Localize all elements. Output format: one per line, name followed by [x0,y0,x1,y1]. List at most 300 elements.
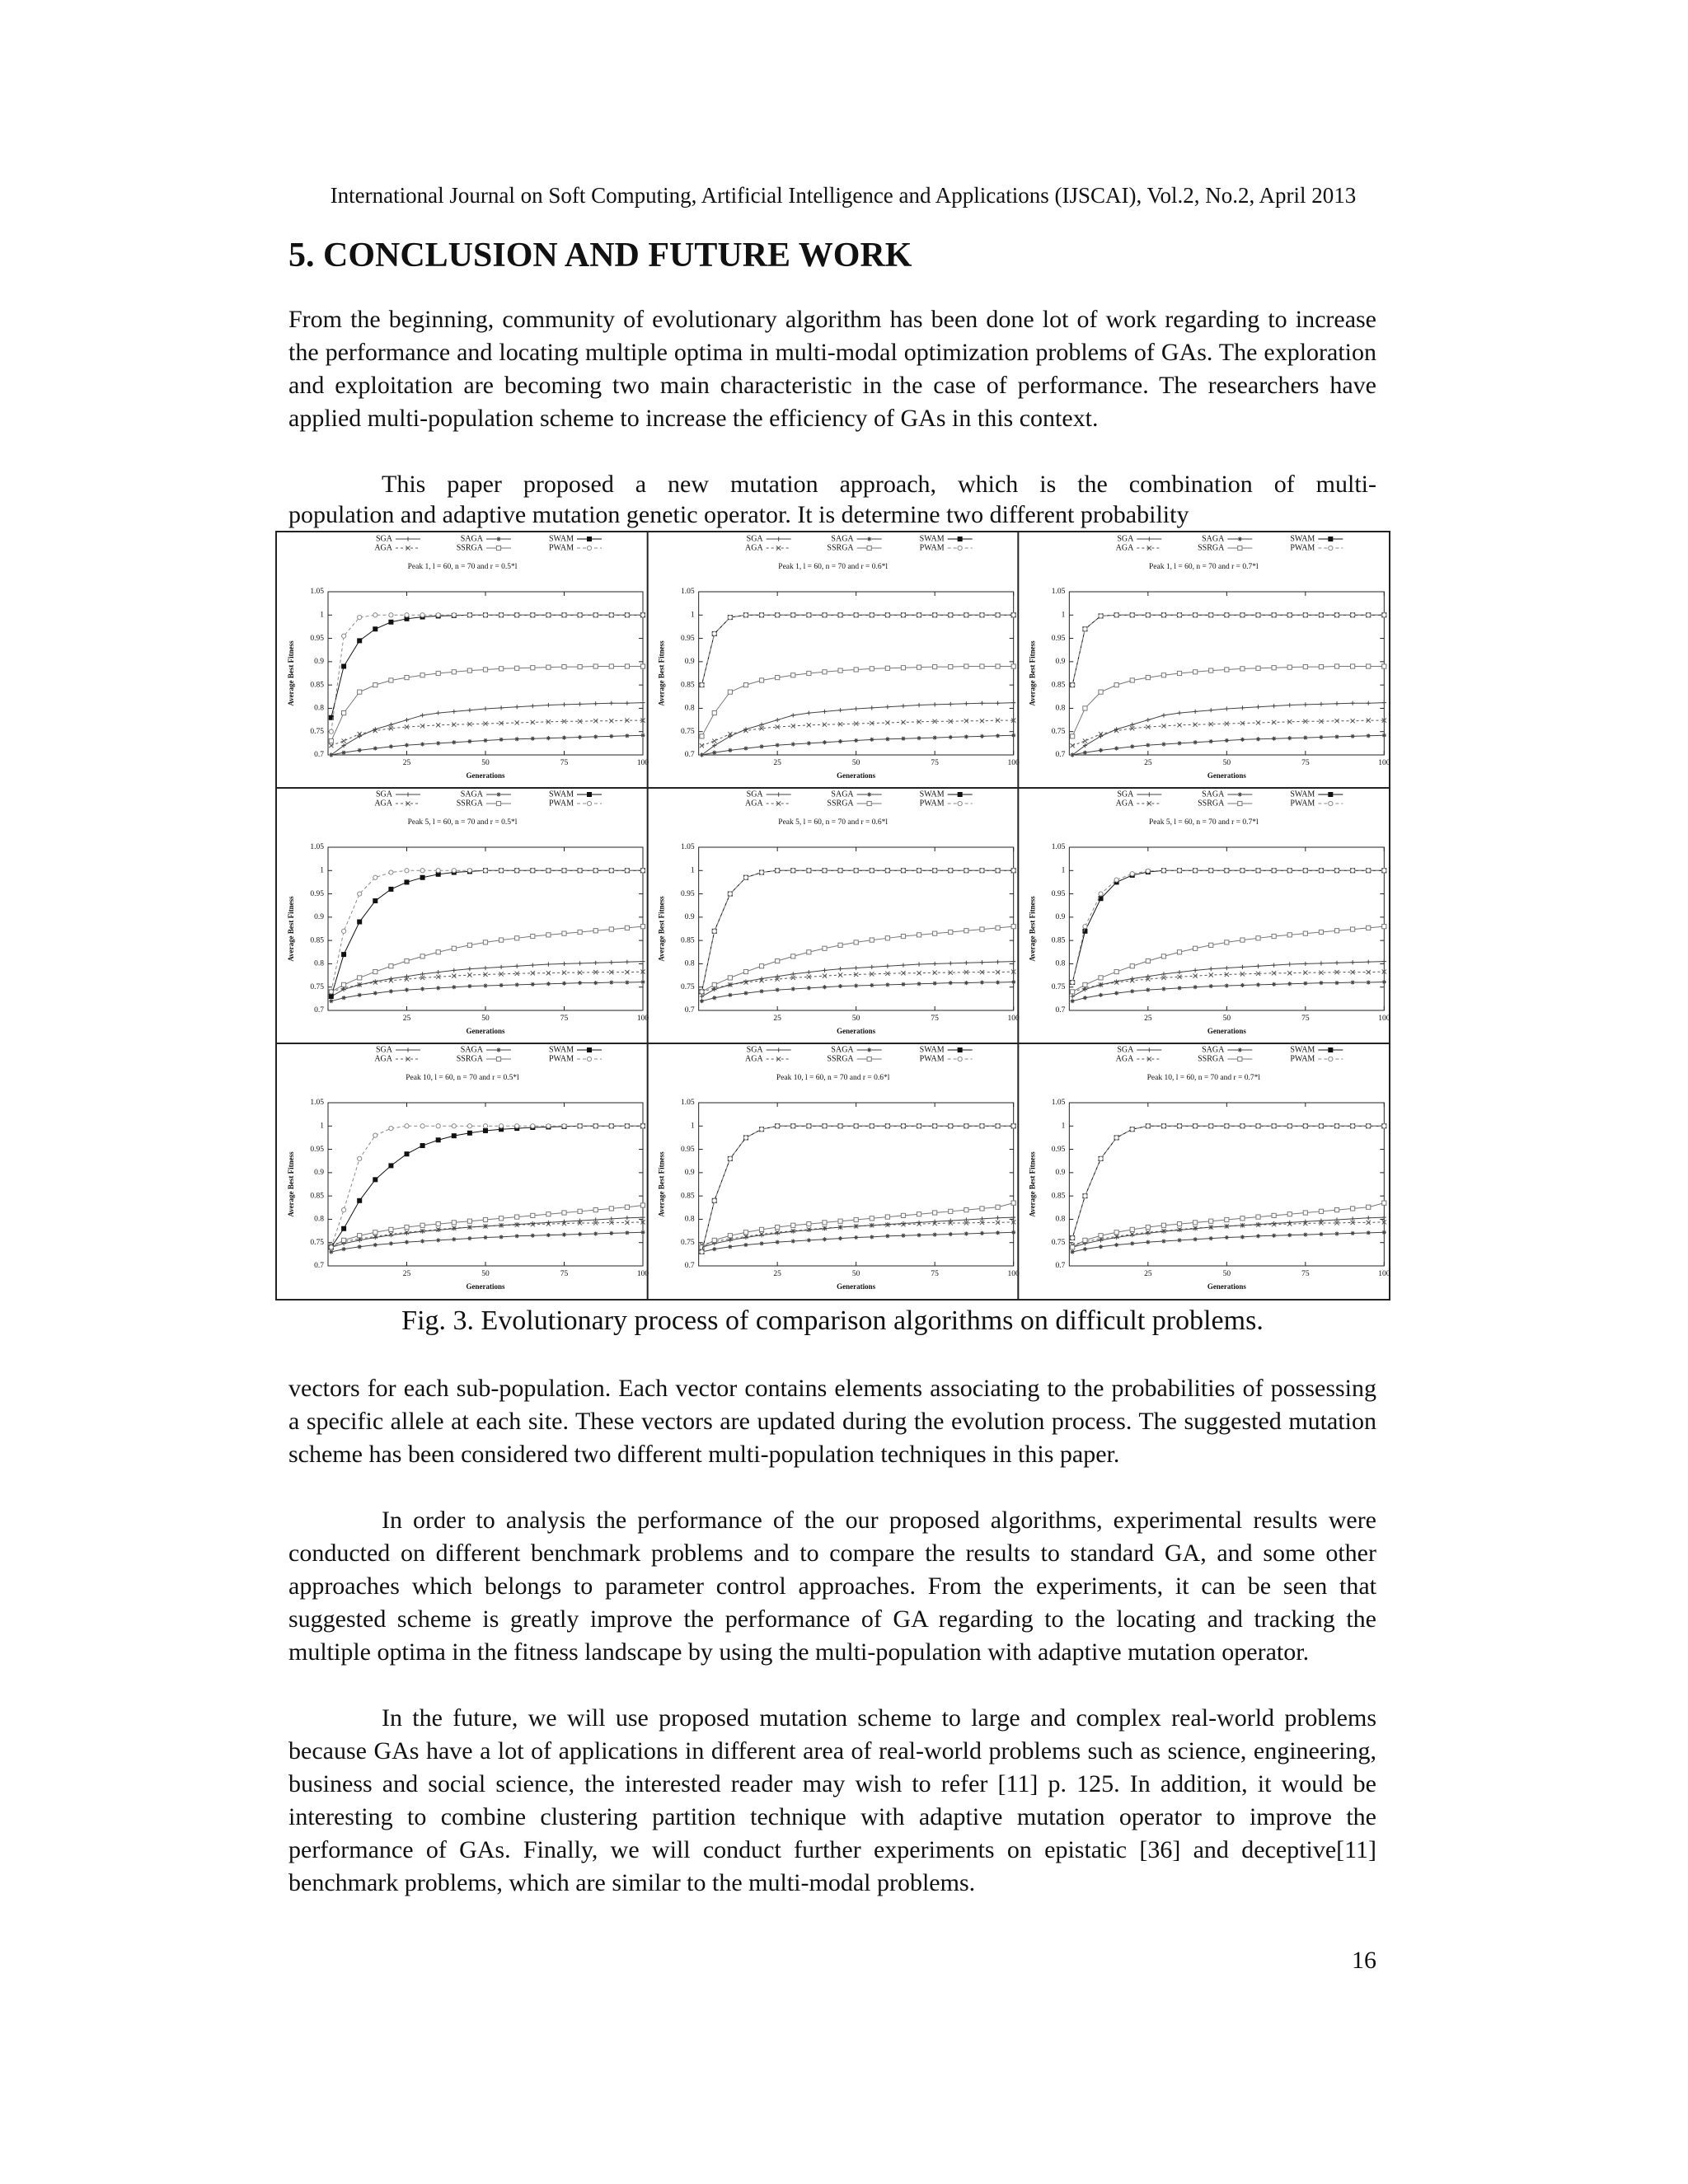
data-point-ssrga [901,666,905,670]
legend-label: SGA [1117,534,1134,544]
y-tick-label: 0.7 [1055,751,1066,760]
y-tick-label: 0.8 [314,704,324,713]
data-point-pwam [933,1124,937,1128]
data-point-swam [358,1198,362,1202]
data-point-saga [609,980,613,984]
data-point-sga [791,972,795,976]
data-point-pwam [342,1208,346,1212]
data-point-sga [949,702,953,706]
data-point-sga [1177,710,1181,715]
legend-label: PWAM [548,543,574,553]
data-point-saga [436,986,440,990]
data-point-saga [1011,1230,1015,1235]
data-point-saga [342,1247,346,1251]
data-point-saga [791,742,795,746]
data-point-pwam [807,869,811,873]
data-point-pwam [1367,1124,1371,1128]
data-point-pwam [499,1124,504,1128]
data-point-saga [1130,989,1134,993]
legend-marker [496,546,500,550]
data-point-ssrga [1071,1245,1075,1249]
data-point-saga [483,738,487,743]
data-point-ssrga [467,1219,471,1223]
data-point-swam [342,1226,346,1230]
data-point-pwam [1161,613,1165,617]
legend-label: SAGA [1202,790,1225,799]
chart-title: Peak 5, l = 60, n = 70 and r = 0.6*l [778,818,889,827]
data-point-sga [1083,987,1087,991]
data-point-pwam [870,869,874,873]
data-point-saga [838,1236,842,1240]
data-point-ssrga [980,1207,984,1211]
data-point-pwam [996,869,1000,873]
data-point-pwam [743,1136,748,1140]
data-point-sga [625,960,629,964]
data-point-ssrga [1146,1225,1150,1229]
data-point-sga [546,703,551,707]
legend-label: SWAM [1290,1045,1315,1055]
data-point-sga [515,705,519,709]
data-point-sga [1272,963,1276,968]
data-point-pwam [917,613,921,617]
data-point-saga [609,734,613,738]
data-point-pwam [996,613,1000,617]
data-point-pwam [373,1133,377,1137]
data-point-ssrga [640,664,645,668]
legend-label: SSRGA [827,799,854,808]
data-point-pwam [980,613,984,617]
data-point-swam [405,880,409,884]
y-tick-label: 0.9 [684,913,695,922]
x-tick-label: 100 [636,759,649,767]
data-point-pwam [515,869,519,873]
data-point-ssrga [546,1212,551,1216]
y-tick-label: 0.85 [681,1192,695,1201]
data-point-pwam [562,613,566,617]
legend-marker [867,792,871,796]
data-point-pwam [452,1124,456,1128]
y-tick-label: 0.9 [1055,1169,1066,1178]
legend-marker [867,1057,871,1061]
data-point-sga [515,964,519,968]
y-tick-label: 1.05 [1051,588,1066,597]
y-tick-label: 0.9 [684,1169,695,1178]
data-point-pwam [949,613,953,617]
y-tick-label: 1.05 [310,588,324,597]
chart-title: Peak 10, l = 60, n = 70 and r = 0.7*l [1146,1074,1261,1082]
data-point-sga [531,704,535,708]
data-point-saga [870,983,874,987]
data-point-ssrga [1114,683,1118,687]
data-point-saga [1099,1244,1103,1249]
data-point-ssrga [700,734,704,738]
data-point-aga [1071,743,1075,748]
data-point-ssrga [1367,926,1371,930]
legend-label: PWAM [1290,799,1315,808]
data-point-saga [933,735,937,739]
legend-label: AGA [374,1054,392,1064]
data-point-saga [1351,980,1355,984]
data-point-ssrga [712,710,716,715]
data-point-ssrga [420,673,424,677]
y-tick-label: 0.7 [684,1006,695,1015]
x-tick-label: 25 [1144,1015,1152,1023]
data-point-sga [838,967,842,971]
data-point-pwam [358,892,362,896]
y-tick-label: 0.95 [681,634,695,643]
chart-title: Peak 1, l = 60, n = 70 and r = 0.7*l [1148,563,1259,571]
data-point-pwam [1071,1235,1075,1240]
data-point-pwam [1114,878,1118,882]
data-point-ssrga [483,668,487,672]
legend-marker [1238,1057,1242,1061]
data-point-swam [452,1134,456,1138]
y-tick-label: 1.05 [310,843,324,852]
series-line-pwam [331,615,643,731]
data-point-pwam [531,1124,535,1128]
legend-label: SWAM [919,534,945,544]
data-point-ssrga [964,664,968,668]
series-line-sga [331,962,643,996]
series-line-saga [1072,982,1384,1001]
legend-label: AGA [374,543,392,553]
data-point-pwam [870,613,874,617]
data-point-sga [712,987,716,991]
legend-label: SSRGA [456,1054,483,1064]
data-point-pwam [546,869,551,873]
data-point-saga [467,1236,471,1240]
data-point-pwam [1146,1124,1150,1128]
data-point-sga [854,966,858,970]
data-point-pwam [1071,683,1075,687]
data-point-saga [515,982,519,987]
chart-panel-2 [648,532,1020,788]
data-point-saga [562,735,566,739]
data-point-ssrga [1083,1238,1087,1242]
data-point-pwam [743,613,748,617]
data-point-ssrga [1071,734,1075,738]
data-point-saga [1099,993,1103,997]
y-tick-label: 1.05 [681,843,695,852]
legend-marker [958,546,962,550]
data-point-ssrga [436,1221,440,1226]
data-point-sga [593,961,598,965]
data-point-pwam [791,613,795,617]
data-point-pwam [1083,1194,1087,1198]
data-point-ssrga [1272,934,1276,938]
data-point-ssrga [483,1217,487,1221]
data-point-saga [640,1230,645,1235]
data-point-sga [1130,977,1134,981]
legend-marker [958,1057,962,1061]
data-point-sga [996,960,1000,964]
data-point-ssrga [823,946,827,950]
data-point-saga [1319,1232,1323,1236]
data-point-sga [1256,964,1260,968]
data-point-sga [776,718,780,722]
legend-label: SAGA [831,1045,854,1055]
x-tick-label: 25 [1144,759,1152,767]
data-point-pwam [483,869,487,873]
legend-label: AGA [374,799,392,808]
data-point-saga [531,982,535,987]
data-point-ssrga [901,934,905,938]
data-point-pwam [1011,869,1015,873]
data-point-ssrga [1209,943,1213,947]
data-point-ssrga [420,954,424,958]
legend-label: SSRGA [456,799,483,808]
legend-label: SWAM [919,1045,945,1055]
data-point-sga [964,961,968,965]
data-point-sga [640,959,645,963]
data-point-ssrga [1256,936,1260,940]
data-point-pwam [1382,869,1386,873]
data-point-pwam [389,870,393,874]
data-point-ssrga [546,933,551,937]
data-point-saga [1161,1239,1165,1243]
data-point-ssrga [1177,671,1181,675]
y-tick-label: 0.8 [1055,704,1066,713]
data-point-saga [405,743,409,748]
data-point-ssrga [1334,929,1339,933]
data-point-pwam [838,869,842,873]
series-line-sga [1072,962,1384,996]
data-point-pwam [980,869,984,873]
data-point-pwam [1351,869,1355,873]
chart-title: Peak 5, l = 60, n = 70 and r = 0.7*l [1148,818,1259,827]
data-point-pwam [854,613,858,617]
data-point-sga [917,1221,921,1225]
y-axis-label: Average Best Fitness [657,896,666,962]
data-point-pwam [901,613,905,617]
data-point-sga [980,1216,984,1221]
data-point-pwam [1334,613,1339,617]
x-tick-label: 25 [1144,1270,1152,1278]
data-point-saga [1334,734,1339,738]
y-tick-label: 1.05 [681,588,695,597]
x-tick-label: 50 [851,1015,860,1023]
data-point-ssrga [1193,670,1198,674]
x-tick-label: 50 [481,759,490,767]
data-point-pwam [1319,869,1323,873]
data-point-swam [436,1138,440,1142]
legend-label: AGA [1115,543,1134,553]
data-point-pwam [823,613,827,617]
x-axis-label: Generations [1207,1282,1246,1291]
data-point-ssrga [1334,664,1339,668]
legend-label: SWAM [1290,790,1315,799]
y-tick-label: 1.05 [310,1099,324,1108]
data-point-pwam [1256,613,1260,617]
x-tick-label: 100 [1007,1270,1020,1278]
data-point-sga [901,1221,905,1226]
data-point-saga [1225,983,1229,987]
data-point-pwam [452,869,456,873]
data-point-sga [389,1233,393,1237]
data-point-sga [609,960,613,964]
data-point-sga [1287,703,1292,707]
series-line-pwam [701,615,1013,685]
data-point-saga [700,999,704,1003]
data-point-pwam [420,1124,424,1128]
data-point-sga [1382,701,1386,705]
paragraph-2-end: population and adaptive mutation genetic operator. It is determine two different probability [288,501,1189,528]
section-title: 5. CONCLUSION AND FUTURE WORK [288,237,912,274]
data-point-pwam [1319,613,1323,617]
data-point-sga [1351,701,1355,705]
data-point-pwam [562,869,566,873]
data-point-ssrga [342,982,346,987]
data-point-pwam [329,729,333,733]
legend-marker [1147,537,1151,541]
data-point-swam [342,664,346,668]
data-point-saga [996,1230,1000,1235]
data-point-ssrga [743,1230,748,1235]
data-point-ssrga [373,1230,377,1235]
data-point-ssrga [1130,1227,1134,1231]
data-point-saga [996,980,1000,984]
y-tick-label: 0.7 [314,1006,324,1015]
data-point-pwam [700,990,704,994]
legend-marker [1238,1047,1242,1052]
data-point-saga [546,982,551,986]
data-point-saga [389,744,393,748]
data-point-ssrga [499,667,504,671]
chart-panel-3 [1018,532,1390,788]
chart-panel-6 [1018,788,1390,1043]
data-point-ssrga [593,664,598,668]
data-point-aga [342,738,346,743]
data-point-ssrga [1303,664,1307,668]
y-tick-label: 1 [1061,866,1066,875]
data-point-ssrga [1114,1230,1118,1235]
data-point-sga [436,970,440,974]
y-tick-label: 1 [690,611,695,620]
data-point-ssrga [389,678,393,682]
data-point-swam [373,627,377,631]
data-point-saga [728,993,732,997]
data-point-sga [901,963,905,968]
data-point-pwam [1161,1124,1165,1128]
data-point-ssrga [1209,668,1213,673]
data-point-ssrga [625,664,629,668]
legend-marker [1238,537,1242,541]
data-point-saga [578,1232,582,1236]
x-tick-label: 100 [636,1270,649,1278]
data-point-sga [759,723,763,727]
series-line-swam [331,870,643,996]
data-point-saga [1382,1230,1386,1235]
data-point-ssrga [1382,1201,1386,1205]
x-tick-label: 75 [1301,759,1310,767]
data-point-saga [420,987,424,991]
data-point-saga [1146,743,1150,748]
data-point-ssrga [1256,666,1260,670]
y-axis-label: Average Best Fitness [1028,896,1037,962]
x-tick-label: 75 [931,1270,939,1278]
y-tick-label: 0.8 [1055,959,1066,968]
data-point-ssrga [1351,664,1355,668]
data-point-saga [1240,1235,1245,1239]
x-tick-label: 50 [851,1270,860,1278]
legend-marker [587,801,591,805]
legend-label: AGA [744,543,763,553]
series-line-sga [701,962,1013,996]
data-point-ssrga [1209,1219,1213,1223]
data-point-ssrga [933,1211,937,1215]
data-point-sga [405,718,409,722]
data-point-sga [917,962,921,966]
data-point-sga [1130,723,1134,727]
data-point-ssrga [1161,954,1165,958]
data-point-ssrga [885,1215,889,1219]
data-point-swam [483,1128,487,1132]
data-point-sga [640,701,645,705]
legend-label: PWAM [548,799,574,808]
chart-panel-7 [277,1043,649,1291]
data-point-ssrga [791,673,795,677]
y-tick-label: 1 [1061,611,1066,620]
data-point-sga [1334,961,1339,965]
data-point-saga [625,1230,629,1235]
data-point-ssrga [1351,927,1355,931]
data-point-pwam [1193,613,1198,617]
data-point-pwam [593,613,598,617]
legend-label: PWAM [1290,543,1315,553]
chart-title: Peak 1, l = 60, n = 70 and r = 0.6*l [778,563,889,571]
y-tick-label: 0.8 [684,704,695,713]
data-point-swam [342,953,346,957]
data-point-pwam [405,613,409,617]
data-point-swam [358,639,362,643]
series-line-saga [1072,1232,1384,1252]
data-point-pwam [885,613,889,617]
data-point-saga [593,734,598,738]
data-point-saga [901,737,905,741]
data-point-ssrga [593,929,598,933]
data-point-pwam [625,1124,629,1128]
data-point-pwam [1351,613,1355,617]
data-point-saga [728,1244,732,1249]
data-point-sga [1240,965,1245,969]
legend-marker [587,792,591,796]
y-tick-label: 0.9 [1055,658,1066,667]
legend-marker [776,537,781,541]
data-point-pwam [1351,1124,1355,1128]
data-point-ssrga [1130,964,1134,968]
data-point-sga [578,1219,582,1223]
data-point-sga [420,713,424,717]
data-point-ssrga [807,1221,811,1226]
data-point-ssrga [1130,678,1134,682]
data-point-pwam [609,869,613,873]
x-tick-label: 100 [1007,759,1020,767]
data-point-saga [980,734,984,738]
data-point-ssrga [854,940,858,944]
data-point-sga [980,960,984,964]
data-point-saga [854,1235,858,1240]
data-point-saga [373,991,377,995]
data-point-sga [1287,962,1292,966]
data-point-ssrga [562,931,566,935]
data-point-saga [1367,733,1371,738]
data-point-ssrga [728,976,732,980]
data-point-sga [1351,1216,1355,1221]
data-point-ssrga [1011,664,1015,668]
data-point-ssrga [933,664,937,668]
legend-label: SGA [746,534,763,544]
series-line-saga [331,735,643,755]
